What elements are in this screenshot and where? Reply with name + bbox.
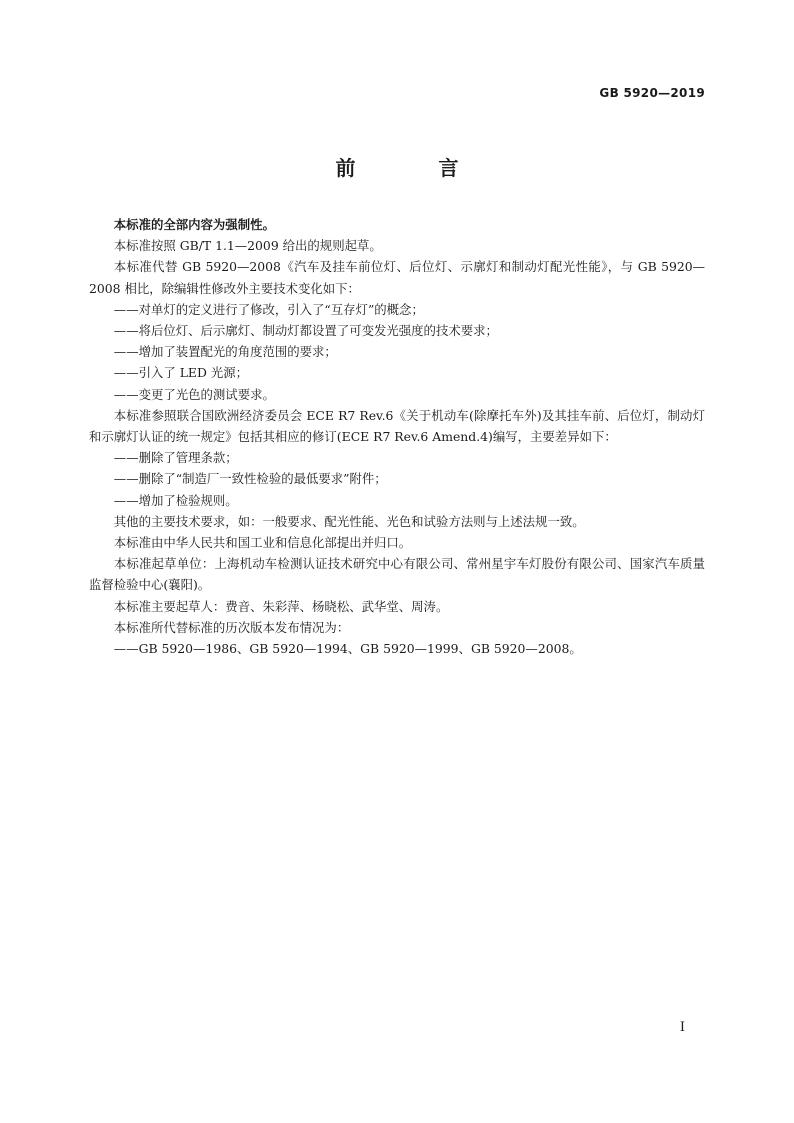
paragraph-mandatory: 本标准的全部内容为强制性。 xyxy=(113,217,275,232)
paragraph-drafting-units: 本标准起草单位：上海机动车检测认证技术研究中心有限公司、常州星宇车灯股份有限公司、国家汽车质量监督检验中心(襄阳)。 xyxy=(89,556,705,593)
standard-code: GB 5920—2019 xyxy=(599,86,705,100)
list-item-version-history: ——GB 5920—1986、GB 5920—1994、GB 5920—1999、GB 5920—2008。 xyxy=(113,641,582,657)
paragraph-drafting-rules: 本标准按照 GB/T 1.1—2009 给出的规则起草。 xyxy=(113,238,382,254)
paragraph-drafters: 本标准主要起草人：费音、朱彩萍、杨晓松、武华堂、周涛。 xyxy=(113,598,449,614)
page-number: I xyxy=(679,1020,685,1035)
paragraph-reference-ece: 本标准参照联合国欧洲经济委员会 ECE R7 Rev.6《关于机动车(除摩托车外)及其挂车前、后位灯，制动灯和示廓灯认证的统一规定》包括其相应的修订(ECE R7 Rev.6 Amend.4)编写，主要差异如下： xyxy=(89,407,705,445)
list-item-difference-3: ——增加了检验规则。 xyxy=(113,492,238,508)
list-item-change-1: ——对单灯的定义进行了修改，引入了“互存灯”的概念； xyxy=(113,301,424,317)
list-item-change-5: ——变更了光色的测试要求。 xyxy=(113,386,275,402)
paragraph-proposed-by: 本标准由中华人民共和国工业和信息化部提出并归口。 xyxy=(113,535,412,551)
foreword-body xyxy=(89,214,705,659)
paragraph-replaces: 本标准代替 GB 5920—2008《汽车及挂车前位灯、后位灯、示廓灯和制动灯配光性能》，与 GB 5920—2008 相比，除编辑性修改外主要技术变化如下： xyxy=(89,259,705,296)
list-item-difference-2: ——删除了“制造厂一致性检验的最低要求”附件； xyxy=(113,471,387,487)
list-item-change-3: ——增加了装置配光的角度范围的要求； xyxy=(113,344,337,360)
page-title: 前 言 xyxy=(335,156,497,180)
list-item-change-2: ——将后位灯、后示廓灯、制动灯都设置了可变发光强度的技术要求； xyxy=(113,323,498,339)
list-item-difference-1: ——删除了管理条款； xyxy=(113,450,238,466)
paragraph-other-requirements: 其他的主要技术要求，如：一般要求、配光性能、光色和试验方法则与上述法规一致。 xyxy=(113,513,585,529)
list-item-change-4: ——引入了 LED 光源； xyxy=(113,365,249,381)
paragraph-version-history-intro: 本标准所代替标准的历次版本发布情况为： xyxy=(113,619,350,635)
